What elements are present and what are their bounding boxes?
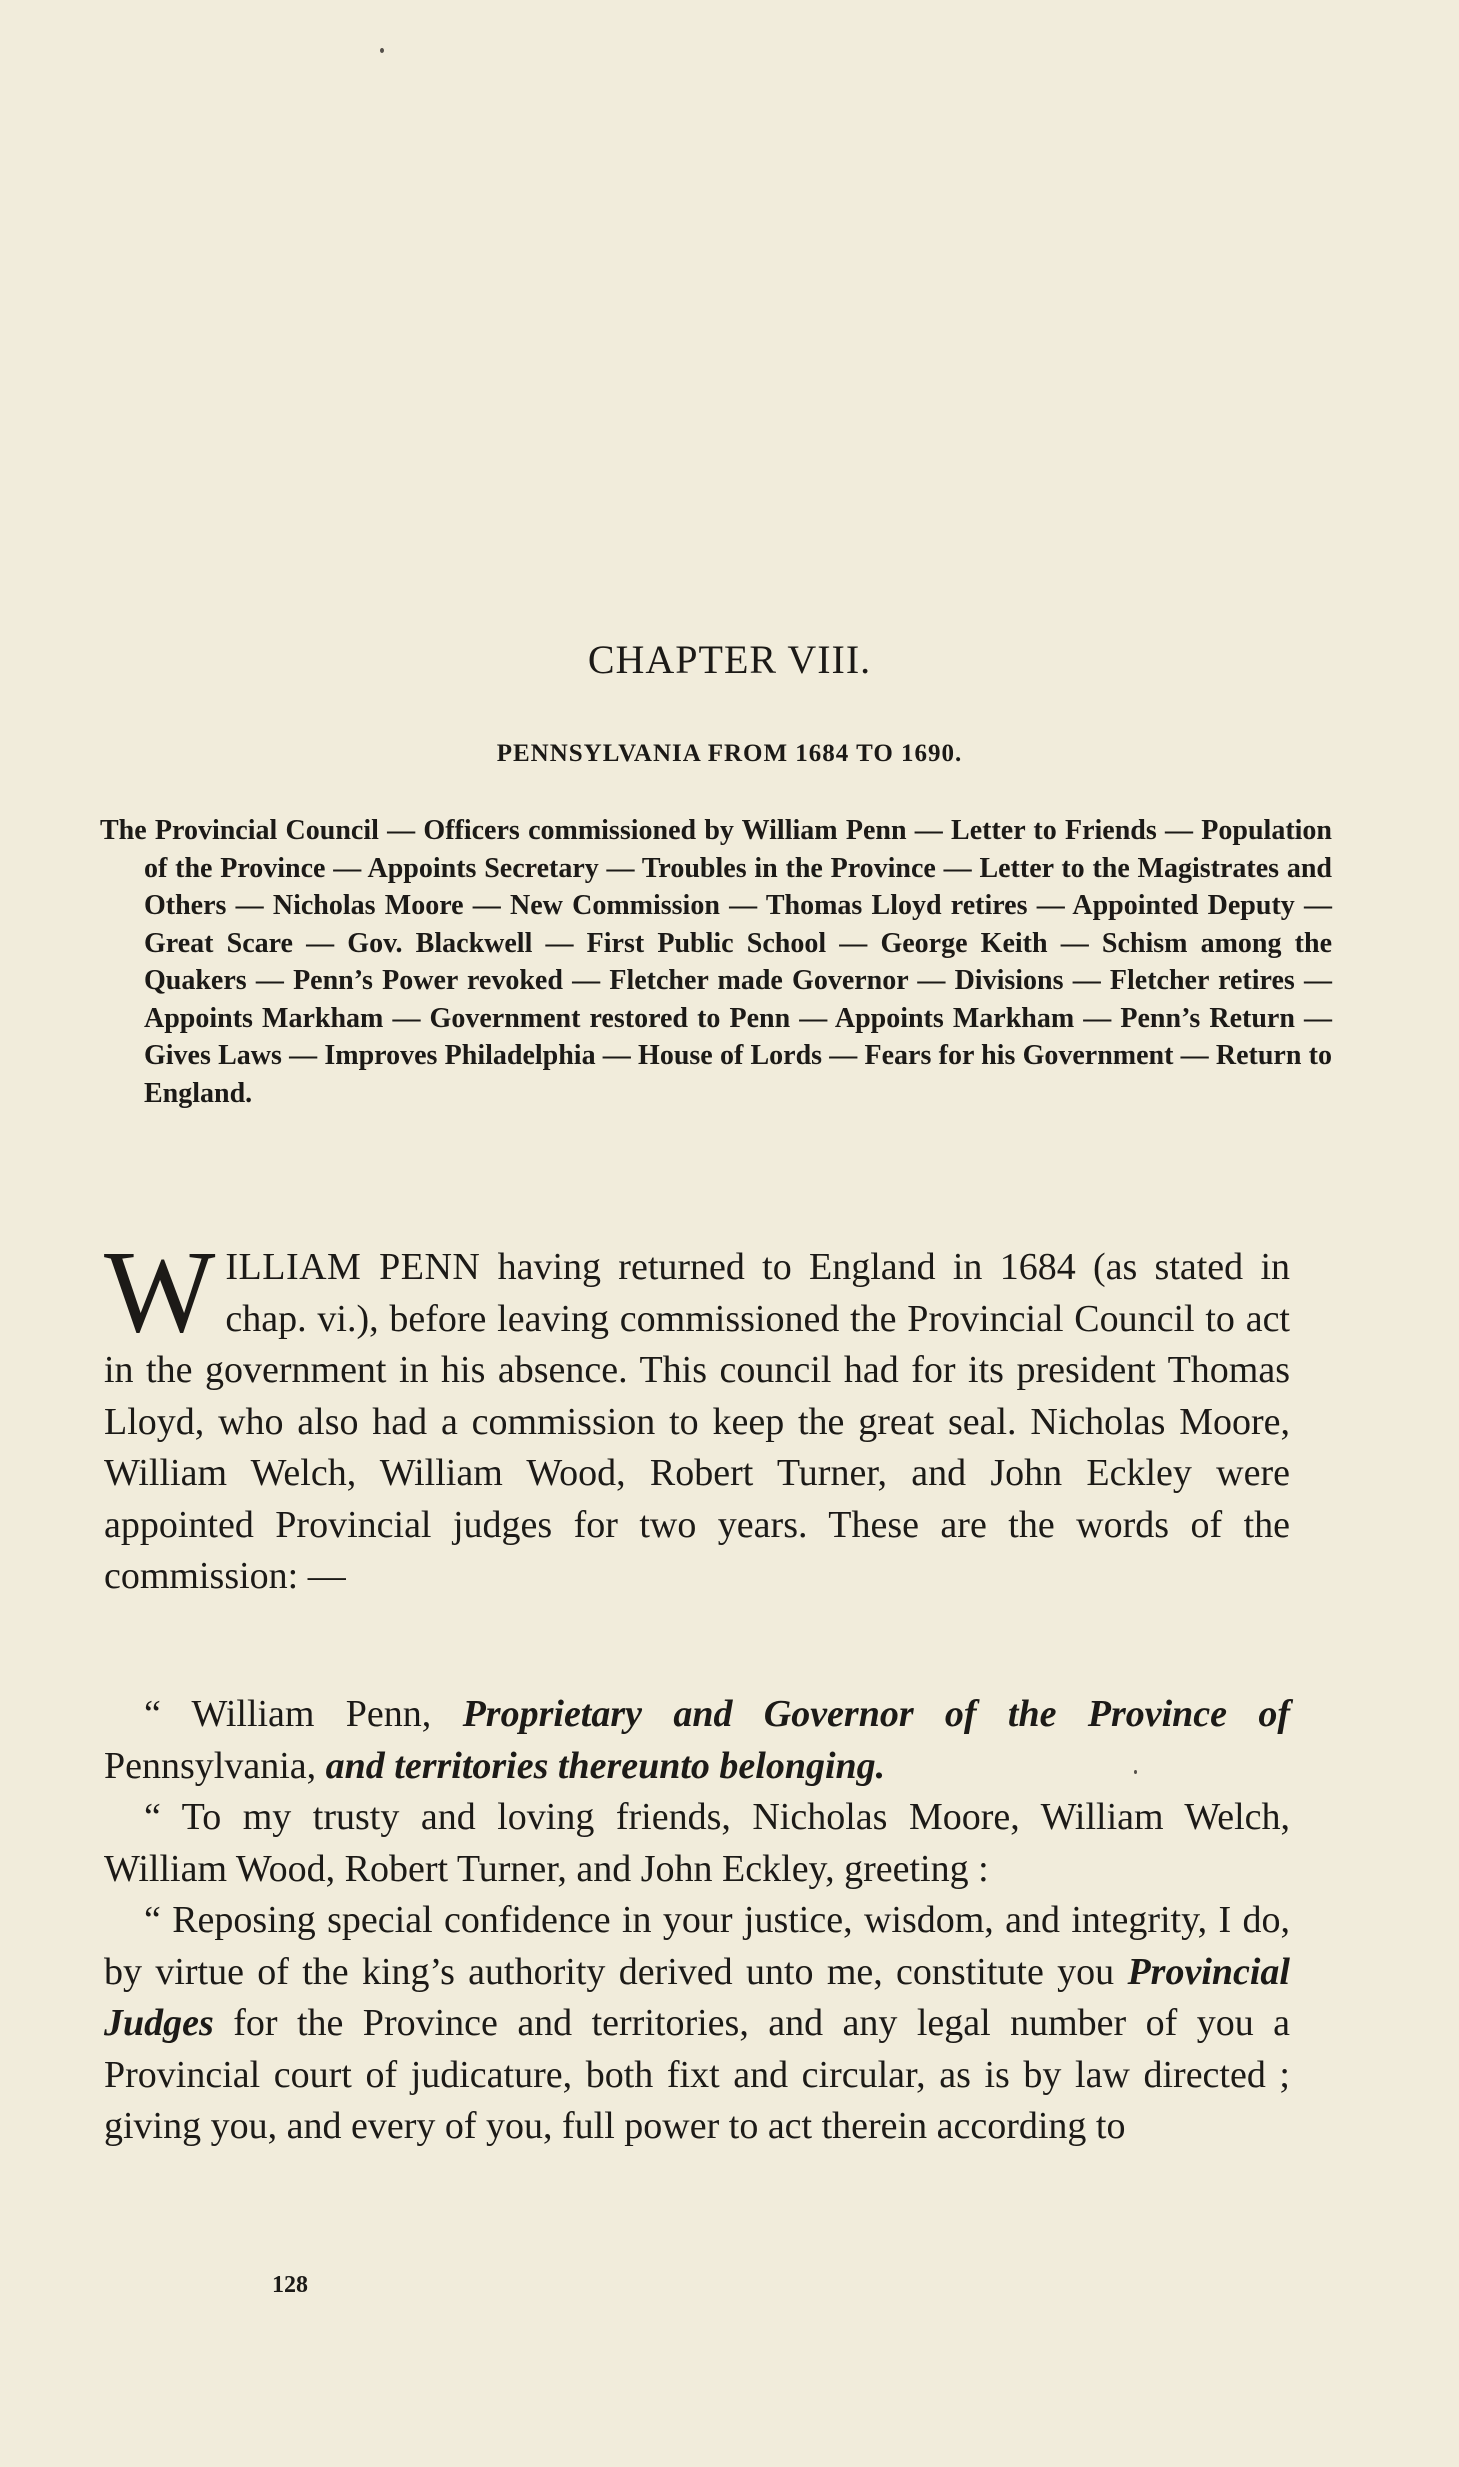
chapter-title: CHAPTER VIII. [587,637,872,682]
paragraph [104,1226,1290,1603]
quote-paragraph [104,1895,1290,2153]
quote-text: “ William Penn, [144,1693,463,1735]
quote-paragraph: “ To my trusty and loving friends, Nicholas Moore, William Welch, William Wood, Robert Turner, and John Eckley, greeting : [104,1796,1290,1890]
opening-paragraph [104,1226,1290,1603]
drop-cap: W [104,1226,216,1357]
quote-italic: and territories thereunto belonging. [325,1744,886,1787]
commission-quote [104,1689,1290,2153]
paragraph-text: having returned to England in 1684 (as stated in chap. vi.), before leaving commissioned the Provincial Council to act in the government in his absence. This council had for its president Thomas Lloyd, who also had a commission to keep the great seal. Nicholas Moore, William Welch, William Wood, Robert Turner, and John Eckley were appointed Provincial judges for two years. These are the words of the commission: — [104,1246,1290,1597]
quote-italic: Provincial Judges [104,1950,1290,2044]
chapter-synopsis: The Provincial Council — Officers commissioned by William Penn — Letter to Friends — Population of the Province — Appoints Secretary — Troubles in the Province — Letter to the Magistrates and Others — Nicholas Moore — New Commission — Thomas Lloyd retires — Appointed Deputy — Great Scare — Gov. Blackwell — First Public School — George Keith — Schism among the Quakers — Penn’s Power revoked — Fletcher made Governor — Divisions — Fletcher retires — Appoints Markham — Government restored to Penn — Appoints Markham — Penn’s Return — Gives Laws — Improves Philadelphia — House of Lords — Fears for his Government — Return to England. [100,815,1332,1109]
chapter-subtitle: PENNSYLVANIA FROM 1684 TO 1690. [496,740,963,767]
quote-paragraph [104,1689,1290,1792]
quote-text: “ Reposing special confidence in your justice, wisdom, and integrity, I do, by virtue of the king’s authority derived unto me, constitute you [104,1899,1290,1993]
quote-text: for the Province and territories, and any legal number of you a Provincial court of judicature, both fixt and circular, as is by law directed ; giving you, and every of you, full power to act therein according to [104,2002,1290,2147]
quote-italic: Proprietary and Governor of the Province of [462,1693,1290,1735]
page-number: 128 [272,2272,308,2298]
quote-text: Pennsylvania, [104,1744,326,1787]
small-caps-name: ILLIAM PENN [225,1246,481,1288]
ink-speck [380,48,384,53]
